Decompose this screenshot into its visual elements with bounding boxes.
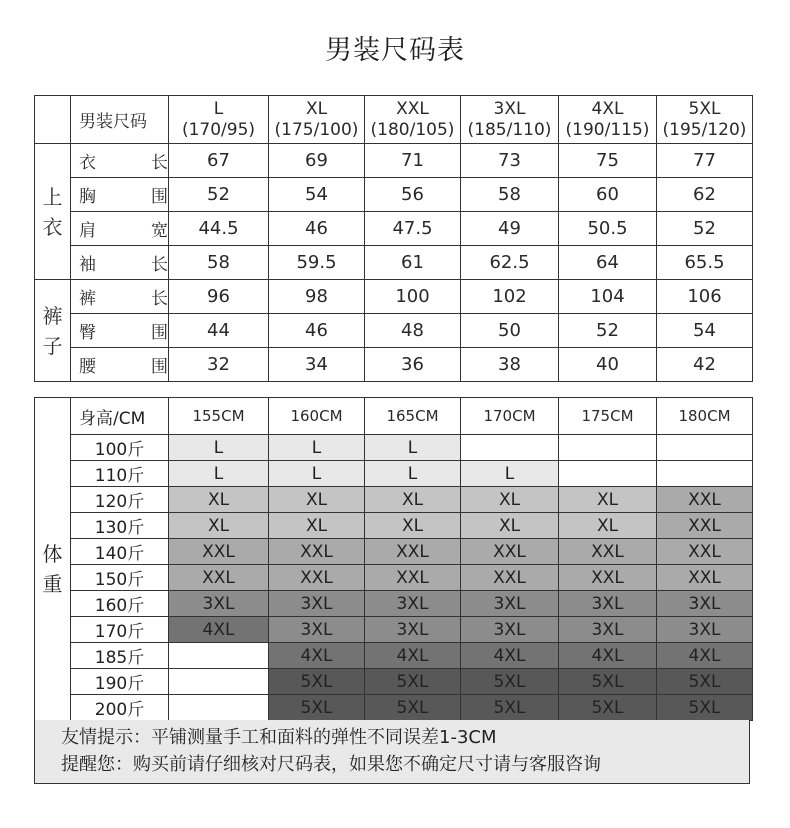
weight-label: 150斤 [71,565,169,591]
measurement-label-text [79,318,180,343]
measurement-value: 61 [365,246,461,280]
measurement-label-char: 宽 [151,221,168,241]
weight-row [35,487,753,513]
measurement-label-char: 裤 [79,289,96,309]
measurement-row [35,246,753,280]
weight-row [35,591,753,617]
fit-size-cell: XXL [169,539,269,565]
fit-size-cell: L [269,435,365,461]
height-header: 175CM [559,398,657,435]
size-name: 3XL [493,98,526,119]
fit-size-cell: 4XL [559,643,657,669]
fit-size-cell: 5XL [365,669,461,695]
measurement-value: 46 [269,314,365,348]
size-spec: (185/110) [467,119,552,140]
measurement-value: 60 [559,178,657,212]
height-header: 170CM [461,398,559,435]
group-label-char: 上 [42,184,63,209]
measurement-row [35,314,753,348]
size-spec: (170/95) [181,119,256,140]
fit-size-cell: XXL [365,565,461,591]
fit-size-cell: 4XL [657,643,753,669]
measurement-label-char: 肩 [79,221,96,241]
size-header-3XL [461,96,559,144]
measurement-value: 58 [461,178,559,212]
measurement-value: 54 [269,178,365,212]
fit-size-cell [657,461,753,487]
size-header-L [169,96,269,144]
height-header: 180CM [657,398,753,435]
measurement-label [71,144,169,178]
measurement-value: 73 [461,144,559,178]
measurement-value: 62 [657,178,753,212]
fit-size-cell: L [169,461,269,487]
fit-size-cell: 4XL [269,643,365,669]
fit-size-cell: 4XL [461,643,559,669]
fit-size-cell: 5XL [657,669,753,695]
weight-label: 185斤 [71,643,169,669]
fit-size-cell [169,695,269,721]
fit-size-cell: XXL [657,487,753,513]
height-header: 160CM [269,398,365,435]
measurement-value: 64 [559,246,657,280]
size-name: 4XL [591,98,624,119]
measurement-value: 65.5 [657,246,753,280]
fit-size-cell: 5XL [461,669,559,695]
measurement-label-char: 长 [151,255,168,275]
measurement-row [35,280,753,314]
fit-size-cell: 3XL [169,591,269,617]
fit-size-cell: 5XL [269,695,365,721]
fit-size-cell: 3XL [657,617,753,643]
fit-size-cell: XXL [461,539,559,565]
weight-label: 170斤 [71,617,169,643]
fit-size-cell: L [461,461,559,487]
measurement-value: 104 [559,280,657,314]
size-name: 5XL [688,98,721,119]
measurement-label-char: 长 [151,153,168,173]
fit-size-cell: 4XL [365,643,461,669]
fit-size-cell: 3XL [559,591,657,617]
fit-size-cell: XXL [269,565,365,591]
measurement-value: 98 [269,280,365,314]
measurement-label [71,246,169,280]
measurement-value: 36 [365,348,461,382]
size-name: XL [305,98,328,119]
measurement-label-char: 腰 [79,357,96,377]
weight-row [35,513,753,539]
size-measurement-table [34,95,753,382]
size-header-4XL [559,96,657,144]
measurement-value: 106 [657,280,753,314]
measurement-label [71,314,169,348]
fit-size-cell: 3XL [461,591,559,617]
size-spec: (175/100) [274,119,359,140]
measurement-label-char: 围 [151,187,168,207]
measurement-value: 67 [169,144,269,178]
weight-section-char: 体 [42,542,63,566]
height-header: 155CM [169,398,269,435]
height-weight-fit-table [34,397,753,721]
measurement-value: 52 [657,212,753,246]
fit-size-cell: 5XL [559,695,657,721]
corner-blank [35,96,71,144]
fit-size-cell: 3XL [365,591,461,617]
weight-label: 140斤 [71,539,169,565]
fit-size-cell: XL [365,487,461,513]
fit-size-cell: XL [559,513,657,539]
measurement-label-char: 围 [151,357,168,377]
group-label-char: 子 [42,333,63,358]
measurement-label-char: 胸 [79,187,96,207]
note-reminder: 提醒您：购买前请仔细核对尺码表，如果您不确定尺寸请与客服咨询 [61,754,601,775]
weight-label: 100斤 [71,435,169,461]
measurement-value: 47.5 [365,212,461,246]
weight-row [35,643,753,669]
measurement-value: 102 [461,280,559,314]
measurement-label [71,212,169,246]
fit-size-cell: XL [169,487,269,513]
measurement-value: 52 [559,314,657,348]
fit-size-cell [169,643,269,669]
page-title: 男装尺码表 [325,35,465,66]
measurement-value: 96 [169,280,269,314]
fit-size-cell: 3XL [461,617,559,643]
fit-size-cell: XXL [657,513,753,539]
measurement-value: 42 [657,348,753,382]
height-corner-label: 身高/CM [71,398,169,435]
size-header-XXL [365,96,461,144]
weight-row [35,539,753,565]
group-label-char: 衣 [42,214,63,239]
size-corner-label: 男装尺码 [71,96,169,144]
measurement-value: 62.5 [461,246,559,280]
size-header-row [35,96,753,144]
weight-label: 120斤 [71,487,169,513]
weight-row [35,461,753,487]
fit-size-cell: 3XL [657,591,753,617]
measurement-label-char: 臀 [79,323,96,343]
measurement-value: 34 [269,348,365,382]
fit-size-cell: 3XL [365,617,461,643]
fit-size-cell: 3XL [269,617,365,643]
fit-size-cell: L [365,435,461,461]
fit-size-cell [657,435,753,461]
group-label-char: 裤 [42,303,63,328]
measurement-value: 44.5 [169,212,269,246]
weight-row [35,435,753,461]
group-label [35,280,71,382]
fit-size-cell: L [269,461,365,487]
measurement-value: 40 [559,348,657,382]
measurement-label-text [79,182,180,207]
fit-size-cell: XL [461,513,559,539]
fit-size-cell: XXL [657,539,753,565]
measurement-value: 69 [269,144,365,178]
fit-size-cell: XXL [559,565,657,591]
measurement-value: 54 [657,314,753,348]
measurement-value: 44 [169,314,269,348]
size-header-5XL [657,96,753,144]
note-tip: 友情提示：平铺测量手工和面料的弹性不同误差1-3CM [61,727,497,748]
fit-size-cell [169,669,269,695]
size-name: L [213,98,224,119]
measurement-value: 52 [169,178,269,212]
size-header-XL [269,96,365,144]
weight-row [35,565,753,591]
fit-size-cell: L [169,435,269,461]
fit-size-cell: 4XL [169,617,269,643]
fit-size-cell: XL [269,513,365,539]
measurement-row [35,144,753,178]
measurement-value: 38 [461,348,559,382]
fit-size-cell: XL [559,487,657,513]
measurement-label-text [79,216,180,241]
fit-size-cell: 5XL [657,695,753,721]
measurement-row [35,212,753,246]
measurement-value: 58 [169,246,269,280]
size-spec: (180/105) [370,119,455,140]
measurement-label [71,280,169,314]
fit-size-cell: 3XL [269,591,365,617]
fit-size-cell [559,435,657,461]
measurement-label-char: 长 [151,289,168,309]
size-name: XXL [396,98,429,119]
fit-size-cell: XXL [269,539,365,565]
group-label [35,144,71,280]
fit-size-cell [559,461,657,487]
measurement-value: 50 [461,314,559,348]
measurement-label-text [79,148,180,173]
measurement-label [71,348,169,382]
weight-label: 110斤 [71,461,169,487]
measurement-label-char: 衣 [79,153,96,173]
fit-size-cell: XXL [559,539,657,565]
measurement-label-text [79,250,180,275]
measurement-value: 49 [461,212,559,246]
measurement-value: 56 [365,178,461,212]
fit-size-cell: 5XL [365,695,461,721]
fit-size-cell: 5XL [269,669,365,695]
weight-row [35,669,753,695]
height-header-row [35,398,753,435]
fit-size-cell [461,435,559,461]
weight-label: 130斤 [71,513,169,539]
measurement-value: 77 [657,144,753,178]
weight-section-char: 重 [42,572,63,596]
size-spec: (195/120) [662,119,747,140]
measurement-value: 32 [169,348,269,382]
measurement-label-char: 袖 [79,255,96,275]
fit-size-cell: XL [169,513,269,539]
weight-row [35,617,753,643]
weight-row [35,695,753,721]
notes-box [34,720,750,784]
fit-size-cell: XXL [461,565,559,591]
measurement-label [71,178,169,212]
measurement-value: 46 [269,212,365,246]
weight-label: 190斤 [71,669,169,695]
measurement-value: 59.5 [269,246,365,280]
weight-label: 160斤 [71,591,169,617]
measurement-value: 71 [365,144,461,178]
weight-section-label [35,398,71,721]
fit-size-cell: XXL [169,565,269,591]
fit-size-cell: XL [269,487,365,513]
fit-size-cell: XL [461,487,559,513]
fit-size-cell: XL [365,513,461,539]
measurement-value: 48 [365,314,461,348]
height-header: 165CM [365,398,461,435]
measurement-label-text [79,352,180,377]
measurement-value: 75 [559,144,657,178]
fit-size-cell: 5XL [559,669,657,695]
fit-size-cell: 5XL [461,695,559,721]
measurement-row [35,178,753,212]
fit-size-cell: XXL [657,565,753,591]
measurement-label-text [79,284,180,309]
measurement-label-char: 围 [151,323,168,343]
measurement-row [35,348,753,382]
fit-size-cell: XXL [365,539,461,565]
measurement-value: 100 [365,280,461,314]
weight-label: 200斤 [71,695,169,721]
fit-size-cell: L [365,461,461,487]
measurement-value: 50.5 [559,212,657,246]
fit-size-cell: 3XL [559,617,657,643]
size-spec: (190/115) [565,119,650,140]
